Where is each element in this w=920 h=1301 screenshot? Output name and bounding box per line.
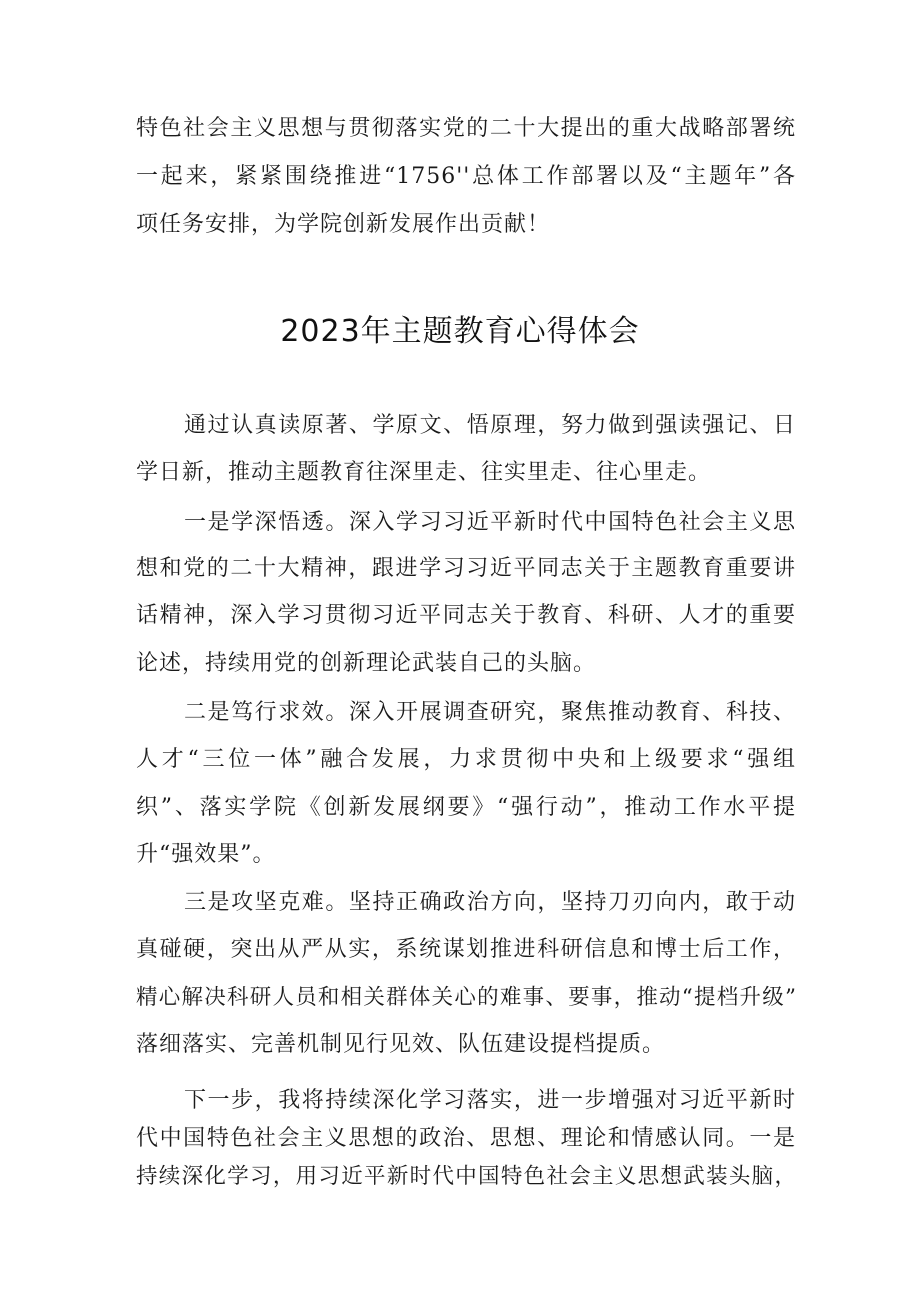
paragraph-3-line-2: 人才“三位一体”融合发展，力求贯彻中央和上级要求“强组 — [136, 747, 796, 772]
continuation-line-2: 一起来，紧紧围绕推进“1756''总体工作部署以及“主题年”各 — [136, 164, 796, 189]
paragraph-2-line-4: 论述，持续用党的创新理论武装自己的头脑。 — [136, 651, 597, 676]
paragraph-4-line-1: 三是攻坚克难。坚持正确政治方向，坚持刀刃向内，敢于动 — [184, 890, 796, 915]
paragraph-4-line-3: 精心解决科研人员和相关群体关心的难事、要事，推动“提档升级” — [136, 985, 796, 1010]
paragraph-5-line-1: 下一步，我将持续深化学习落实，进一步增强对习近平新时 — [184, 1088, 796, 1113]
paragraph-3-line-4: 升“强效果”。 — [136, 842, 276, 867]
continuation-line-1: 特色社会主义思想与贯彻落实党的二十大提出的重大战略部署统 — [136, 116, 796, 141]
paragraph-1-line-2: 学日新，推动主题教育往深里走、往实里走、往心里走。 — [136, 460, 712, 485]
paragraph-2-line-1: 一是学深悟透。深入学习习近平新时代中国特色社会主义思 — [184, 510, 796, 535]
paragraph-1-line-1: 通过认真读原著、学原文、悟原理，努力做到强读强记、日 — [184, 413, 796, 438]
paragraph-5-line-3: 持续深化学习，用习近平新时代中国特色社会主义思想武装头脑， — [136, 1164, 796, 1189]
paragraph-5-line-2: 代中国特色社会主义思想的政治、思想、理论和情感认同。一是 — [136, 1126, 796, 1151]
paragraph-3-line-1: 二是笃行求效。深入开展调查研究，聚焦推动教育、科技、 — [184, 700, 796, 725]
paragraph-4-line-4: 落细落实、完善机制见行见效、队伍建设提档提质。 — [136, 1032, 666, 1057]
paragraph-3-line-3: 织”、落实学院《创新发展纲要》“强行动”，推动工作水平提 — [136, 795, 796, 820]
continuation-line-3: 项任务安排，为学院创新发展作出贡献！ — [136, 212, 551, 237]
paragraph-4-line-2: 真碰硬，突出从严从实，系统谋划推进科研信息和博士后工作， — [136, 937, 796, 962]
paragraph-2-line-2: 想和党的二十大精神，跟进学习习近平同志关于主题教育重要讲 — [136, 556, 796, 581]
paragraph-2-line-3: 话精神，深入学习贯彻习近平同志关于教育、科研、人才的重要 — [136, 603, 796, 628]
document-title: 2023年主题教育心得体会 — [280, 314, 640, 349]
